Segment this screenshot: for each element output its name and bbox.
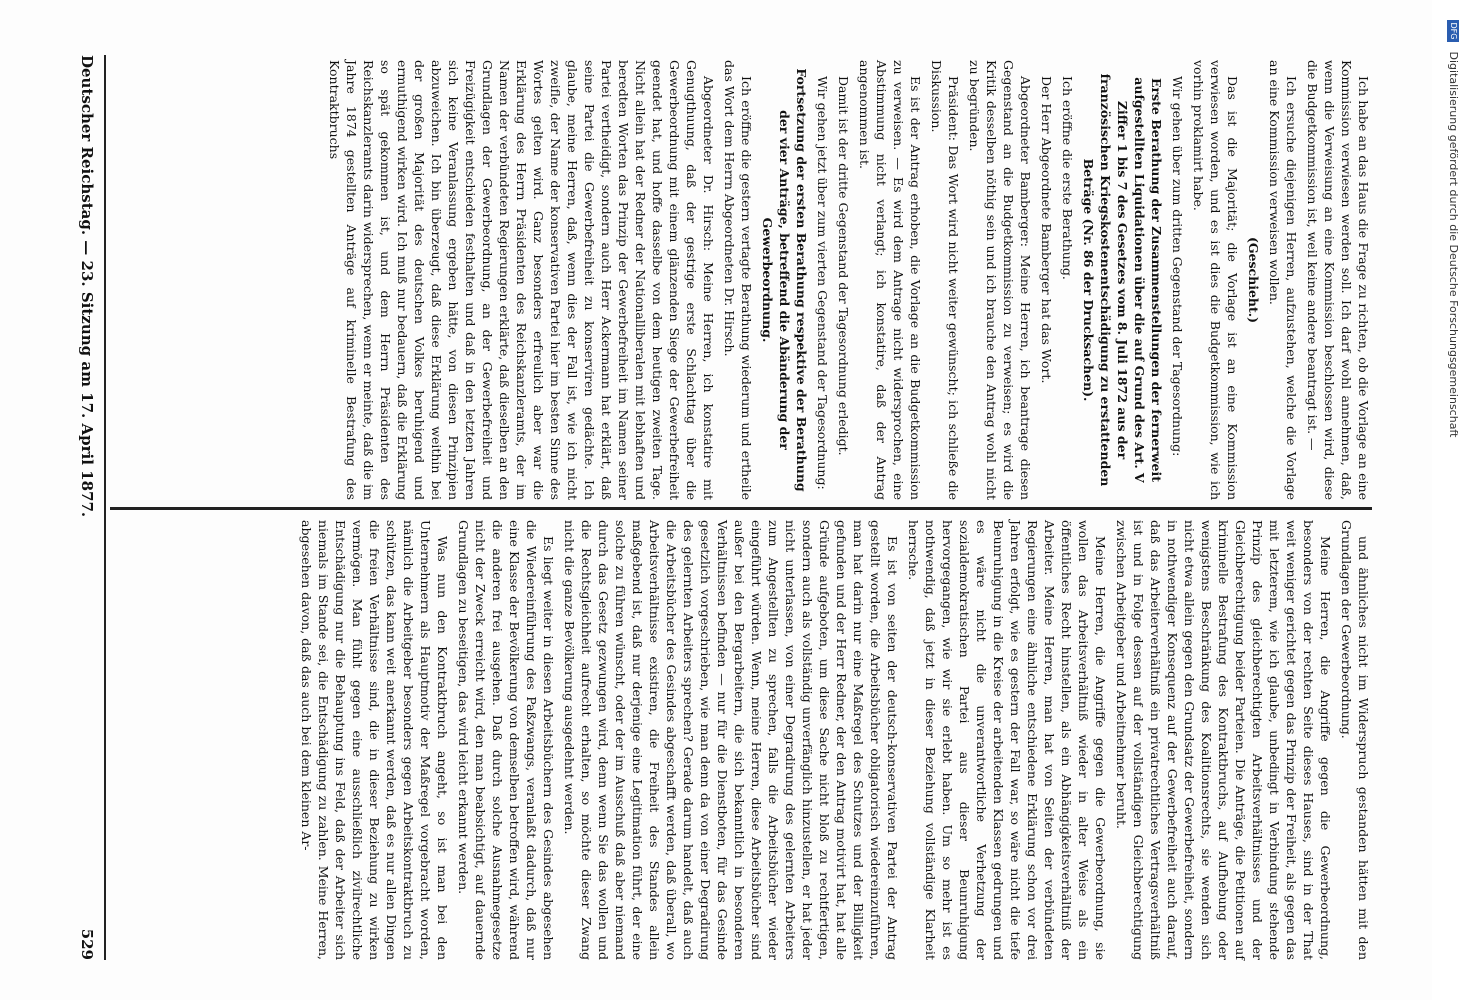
paragraph: Abgeordneter Bamberger: Meine Herren, ich beantrage diesen Gegenstand an die Budgetkommission zu verweisen; es wird die Kritik desselben nöthig sein und ich brauche den Antrag wohl nicht zu begründen. xyxy=(967,60,1033,500)
paragraph: Es liegt weiter in diesen Arbeitsbüchern des Gesindes abgesehen die Wiedereinführung des Paßzwangs, veranlaßt dadurch, daß nur eine Klasse der Bevölkerung von demselben betroffen wird, während die anderen frei ausgehen. Daß durch solche Ausnahmegesetze nicht der Zweck erreicht wird, den man beabsichtigt, auf dauernde Grundlagen zu beseitigen, das wird leicht erkannt werden. xyxy=(456,520,556,960)
paragraph: (Geschieht.) xyxy=(1246,236,1261,324)
paragraph: Wir gehen jetzt über zum vierten Gegenstand der Tagesordnung: xyxy=(815,76,830,490)
page-number: 529 xyxy=(78,928,96,960)
paragraph: Es ist der Antrag erhoben, die Vorlage an die Budgetkommission zu verweisen. — Es wird dem Antrage nicht widersprochen, eine Abstimmung nicht verlangt; ich konstatire, daß der Antrag angenommen ist. xyxy=(857,60,923,500)
running-header xyxy=(68,55,102,960)
column-divider xyxy=(110,507,1372,510)
paragraph: Ich eröffne die gestern vertagte Berathung wiederum und ertheile das Wort dem Herrn Abgeordneten Dr. Hirsch. xyxy=(722,60,754,500)
paragraph: Ich habe an das Haus die Frage zu richten, ob die Vorlage an eine Kommission verwiesen werden soll. Ich darf wohl annehmen, daß, wenn die Verweisung an eine Kommission beschlossen wird, diese die Budgetkommission ist, weil keine andere beantragt ist. — xyxy=(1305,60,1371,500)
header-rule xyxy=(104,55,106,960)
paragraph: Damit ist der dritte Gegenstand der Tagesordnung erledigt. xyxy=(836,76,851,456)
right-column xyxy=(110,520,1372,960)
paragraph: Ich eröffne die erste Berathung. xyxy=(1060,76,1075,280)
paragraph: und ähnliches nicht im Widerspruch gestanden hätten mit den Grundlagen der Gewerbeordnung. xyxy=(1339,520,1371,960)
paragraph: Abgeordneter Dr. Hirsch: Meine Herren, ich konstatire mit Genugthuung, daß der gestrige erste Schlachttag über die Gewerbeordnung mit einem glänzenden Siege der Gewerbefreiheit geendet hat, und hoffe dasselbe von dem heutigen zweiten Tage. Nicht allein hat der Redner der Nationalliberalen mit lebhaften und beredten Worten das Prinzip der Gewerbefreiheit im Namen seiner Partei vertheidigt, sondern auch Herr Ackermann hat erklärt, daß seine Partei die Gewerbefreiheit zu konserviren gedächte. Ich glaube, meine Herren, daß, wenn dies der Fall ist, wie ich nicht zweifle, der Name der konservativen Partei hier im besten Sinne des Wortes gelten wird. Ganz besonders erfreulich aber war die Erklärung des Herrn Präsidenten des Reichskanzleramts, der im Namen der verbündeten Regierungen erklärte, daß dieselben an den Grundlagen der Gewerbeordnung, an der Gewerbefreiheit und Freizügigkeit entschieden festhalten und daß in den letzten Jahren sich keine Veranlassung ergeben hätte, von diesen Prinzipien abzuweichen. Ich bin überzeugt, daß diese Erklärung weithin bei der großen Majorität des deutschen Volkes beruhigend und ermuthigend wirken wird. Ich muß nur bedauern, daß die Erklärung so spät gekommen ist, und dem Herrn Präsidenten des Reichskanzleramts darin widersprechen, wenn er meinte, daß die im Jahre 1874 gestellten Anträge auf kriminelle Bestrafung des Kontraktbruchs xyxy=(327,60,716,500)
paragraph: Es ist von seiten der deutsch-konservativen Partei der Antrag gestellt worden, die Arbeitsbücher obligatorisch wiedereinzuführen, man hat darin nur eine Maßregel des Schutzes und der Billigkeit gefunden und der Herr Redner, der den Antrag motivirt hat, hat alle Gründe aufgeboten, um diese Sache nicht bloß zu rechtfertigen, sondern auch als vollständig unverfänglich hinzustellen, er hat jeder nicht unterlassen, von einer Degradirung des gelernten Arbeiters zum Angestellten zu sprechen, falls die Arbeitsbücher wieder eingeführt würden. Wenn, meine Herren, diese Arbeitsbücher sind außer bei den Bergarbeitern, die sich bekanntlich in besonderen Verhältnissen befinden — nur für die Dienstboten, für das Gesinde gesetzlich vorgeschrieben, wie man denn da von einer Degradirung des gelernten Arbeiters sprechen? Gerade darum handelt, daß auch die Arbeitsbücher des Gesindes abgeschafft werden, daß überall, wo Arbeitsverhältnisse existiren, die Freiheit des Standes allein maßgebend ist, daß nur derjenige eine Legitimation führt, der eine solche zu führen wünscht, oder der im Ausschuß daß aber niemand durch das Gesetz gezwungen wird, denn wenn Sie das wollen und die Rechtsgleichheit aufrecht erhalten, so möchte dieser Zwang nicht die ganze Bevölkerung ausgedehnt werden. xyxy=(562,520,900,960)
paragraph: Was nun den Kontraktbruch angeht, so ist man bei den Unternehmern als Hauptmotiv der Maßregel vorgebracht worden, nämlich die Arbeitgeber besonders gegen Arbeitskontraktbruch zu schützen, das kann weit anerkannt werden, daß es nur allen Dingen die freien Verhältnisse sind, die in dieser Beziehung zu wirken vermögen. Man fühlt gegen eine ausschließlich zivilrechtliche Entschädigung nur die Behauptung ins Feld, daß der Arbeiter sich niemals im Stande sei, die Entschädigung zu zahlen. Meine Herren, abgesehen davon, daß das auch bei dem kleinen Ar- xyxy=(299,520,450,960)
paragraph: Wir gehen über zum dritten Gegenstand der Tagesordnung: xyxy=(1170,76,1185,457)
header-title: Deutscher Reichstag. — 23. Sitzung am 17. April 1877. xyxy=(78,55,96,518)
dfg-logo-icon: DFG xyxy=(1447,20,1459,42)
credit-text: Digitalisierung gefördert durch die Deutsche Forschungsgemeinschaft xyxy=(1447,51,1460,438)
paragraph: Meine Herren, die Angriffe gegen die Gewerbeordnung, sie wollen das Arbeitsverhältniß wieder in alter Weise als ein öffentliches Recht hinstellen, als ein Abhängigkeitsverhältniß der Arbeiter. Meine Herren, man hat von Seiten der verbündeten Regierungen eine ähnliche entschiedene Erklärung schon vor drei Jahren erfolgt, wie es gestern der Fall war, so wäre nicht die tiefe Beunruhigung in die Kreise der arbeitenden Klassen gedrungen und es wäre nicht die unverantwortliche Verhetzung der sozialdemokratischen Partei aus dieser Beunruhigung hervorgegangen, wie wir sie erlebt haben. Um so mehr ist es nothwendig, daß jetzt in dieser Beziehung vollständige Klarheit herrsche. xyxy=(906,520,1108,960)
paragraph: Präsident: Das Wort wird nicht weiter gewünscht; ich schließe die Diskussion. xyxy=(929,60,961,500)
paragraph: Ich ersuche diejenigen Herren, aufzustehen, welche die Vorlage an eine Kommission verweisen wollen. xyxy=(1267,60,1299,500)
paragraph: Meine Herren, die Angriffe gegen die Gewerbeordnung, besonders von der rechten Seite dieses Hauses, sind in der That weit weniger gerichtet gegen das Prinzip der Freiheit, als gegen das mit letzterem, wie ich glaube, unbedingt in Verbindung stehende Prinzip des gleichberechtigten Arbeitsverhältnisses und der Gleichberechtigung beider Parteien. Die Anträge, die Petitionen auf kriminelle Bestrafung des Kontraktbruchs, auf Aufhebung oder wenigstens Beschränkung des Koalitionsrechts, sie wenden sich nicht etwa allein gegen den Grundsatz der Gewerbefreiheit, sondern in nothwendiger Konsequenz auf der Gewerbefreiheit auch darauf, daß das Arbeiterverhältniß ein privatrechtliches Vertragsverhältniß ist und in Folge dessen auf der vollständigen Gleichberechtigung zwischen Arbeitgeber und Arbeitnehmer beruht. xyxy=(1114,520,1333,960)
digitization-credit xyxy=(1440,20,1460,980)
paragraph: Fortsetzung der ersten Berathung respektive der Berathung der vier Anträge, betreffend die Abänderung der Gewerbeordnung. xyxy=(760,68,809,492)
left-column xyxy=(110,60,1372,500)
paragraph: Erste Berathung der Zusammenstellungen der fernerweit aufgestellten Liquidationen über die auf Grund des Art. V Ziffer 1 bis 7 des Gesetzes vom 8. Juli 1872 aus der französischen Kriegskostenentschädigung zu erstattenden Beträge (Nr. 86 der Drucksachen). xyxy=(1081,73,1164,487)
paragraph: Das ist die Majorität; die Vorlage ist an eine Kommission verwiesen worden, und es ist dies die Budgetkommission, wie ich vorhin proklamirt habe. xyxy=(1191,60,1240,500)
paragraph: Der Herr Abgeordnete Bamberger hat das Wort. xyxy=(1039,76,1054,384)
